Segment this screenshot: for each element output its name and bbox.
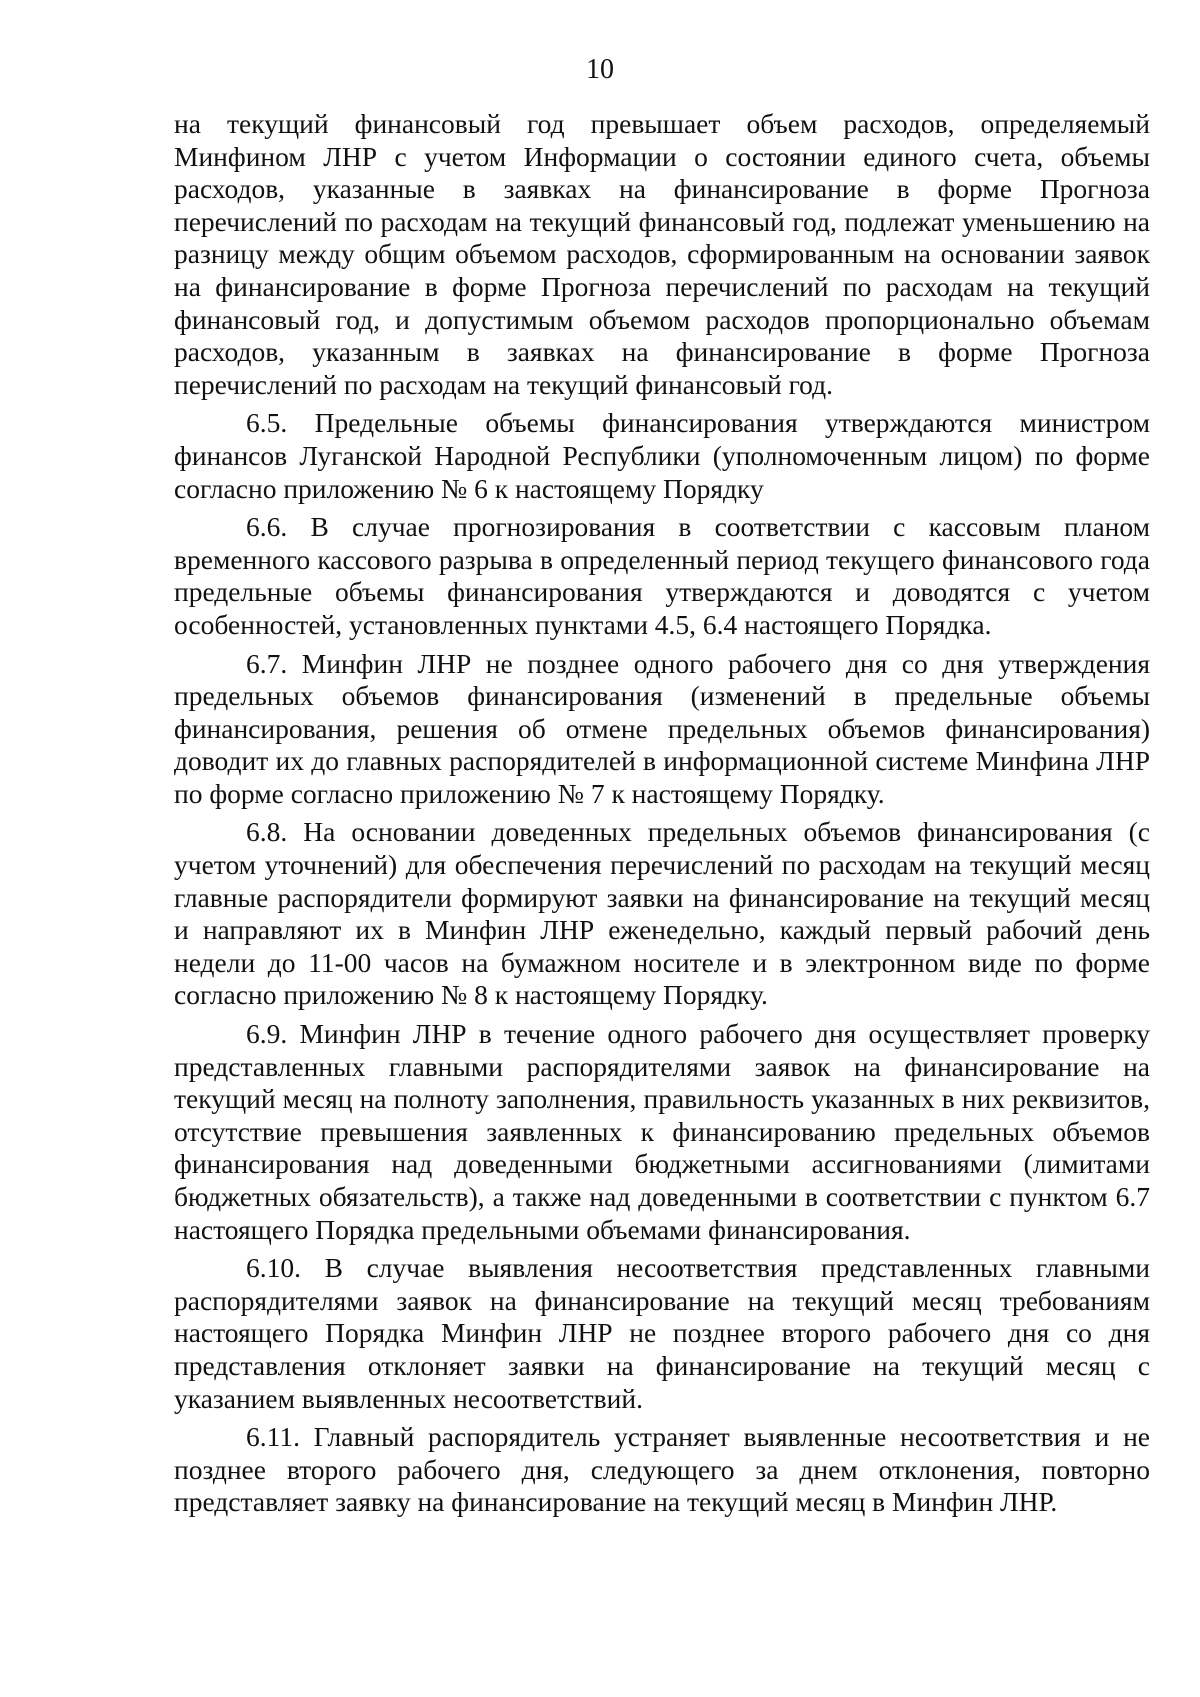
paragraph-6-7: 6.7. Минфин ЛНР не позднее одного рабочего дня со дня утверждения предельных объемов финансирования (изменений в предельные объемы финансирования, решения об отмене предельных объемов финансирования) доводит их до главных распорядителей в информационной системе Минфина ЛНР по форме согласно приложению № 7 к настоящему Порядку. <box>174 647 1150 809</box>
paragraph-continuation: на текущий финансовый год превышает объем расходов, определяемый Минфином ЛНР с учетом Информации о состоянии единого счета, объемы расходов, указанные в заявках на финансирование в форме Прогноза перечислений по расходам на текущий финансовый год, подлежат уменьшению на разницу между общим объемом расходов, сформированным на основании заявок на финансирование в форме Прогноза перечислений по расходам на текущий финансовый год, и допустимым объемом расходов пропорционально объемам расходов, указанным в заявках на финансирование в форме Прогноза перечислений по расходам на текущий финансовый год. <box>174 108 1150 400</box>
document-body <box>174 108 1150 1525</box>
paragraph-6-6: 6.6. В случае прогнозирования в соответствии с кассовым планом временного кассового разрыва в определенный период текущего финансового года предельные объемы финансирования утверждаются и доводятся с учетом особенностей, установленных пунктами 4.5, 6.4 настоящего Порядка. <box>174 511 1150 640</box>
paragraph-6-9: 6.9. Минфин ЛНР в течение одного рабочего дня осуществляет проверку представленных главными распорядителями заявок на финансирование на текущий месяц на полноту заполнения, правильность указанных в них реквизитов, отсутствие превышения заявленных к финансированию предельных объемов финансирования над доведенными бюджетными ассигнованиями (лимитами бюджетных обязательств), а также над доведенными в соответствии с пунктом 6.7 настоящего Порядка предельными объемами финансирования. <box>174 1018 1150 1245</box>
paragraph-6-5: 6.5. Предельные объемы финансирования утверждаются министром финансов Луганской Народной Республики (уполномоченным лицом) по форме согласно приложению № 6 к настоящему Порядку <box>174 407 1150 504</box>
paragraph-6-11: 6.11. Главный распорядитель устраняет выявленные несоответствия и не позднее второго рабочего дня, следующего за днем отклонения, повторно представляет заявку на финансирование на текущий месяц в Минфин ЛНР. <box>174 1421 1150 1518</box>
page-number: 10 <box>586 54 614 85</box>
paragraph-6-10: 6.10. В случае выявления несоответствия представленных главными распорядителями заявок на финансирование на текущий месяц требованиям настоящего Порядка Минфин ЛНР не позднее второго рабочего дня со дня представления отклоняет заявки на финансирование на текущий месяц с указанием выявленных несоответствий. <box>174 1252 1150 1414</box>
paragraph-6-8: 6.8. На основании доведенных предельных объемов финансирования (с учетом уточнений) для обеспечения перечислений по расходам на текущий месяц главные распорядители формируют заявки на финансирование на текущий месяц и направляют их в Минфин ЛНР еженедельно, каждый первый рабочий день недели до 11-00 часов на бумажном носителе и в электронном виде по форме согласно приложению № 8 к настоящему Порядку. <box>174 816 1150 1011</box>
